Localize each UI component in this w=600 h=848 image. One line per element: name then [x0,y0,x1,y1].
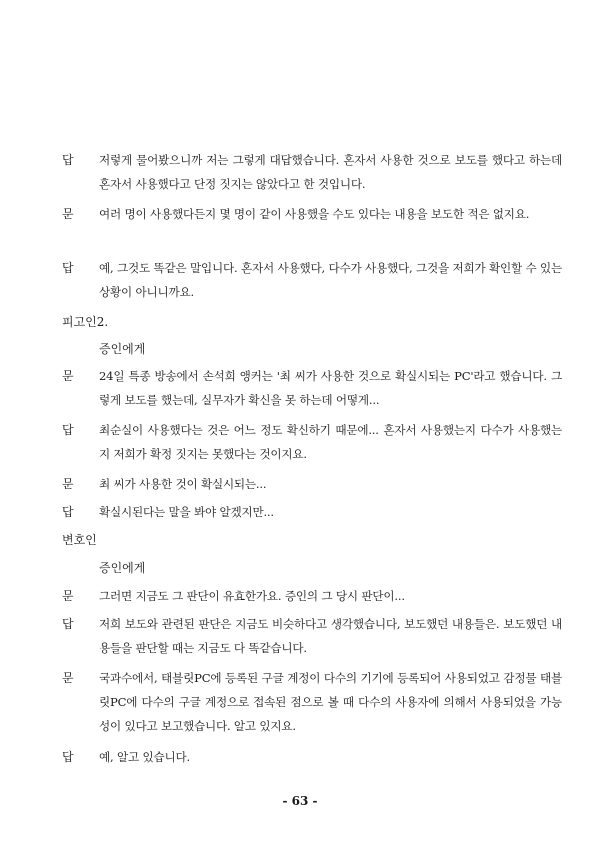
question-block [62,584,562,608]
qa-text: 최 씨가 사용한 것이 확실시되는... [99,477,267,491]
qa-label: 답 [62,423,74,437]
qa-text: 예, 그것도 똑같은 말입니다. 혼자서 사용했다, 다수가 사용했다, 그것을 저희가 확인할 수 있는 상황이 아니니까요. [99,261,562,299]
qa-label: 답 [62,505,74,519]
page-number: - 63 - [282,794,318,808]
qa-text: 국과수에서, 태블릿PC에 등록된 구글 계정이 다수의 기기에 등록되어 사용되었고 감정물 태블릿PC에 다수의 구글 계정으로 접속된 점으로 볼 때 다수의 사용자에 의해서 사용되었을 가능성이 있다고 보고했습니다. 알고 있지요. [99,671,562,733]
speaker-header: 피고인2. [62,315,109,329]
qa-text: 여러 명이 사용했다든지 몇 명이 같이 사용했을 수도 있다는 내용을 보도한 적은 없지요. [99,207,530,221]
speaker-subheader: 증인에게 [99,561,146,575]
qa-label: 답 [62,261,74,275]
qa-label: 답 [62,617,74,631]
qa-text: 확실시된다는 말을 봐야 알겠지만... [99,505,274,519]
qa-text: 저렇게 물어봤으니까 저는 그렇게 대답했습니다. 혼자서 사용한 것으로 보도를 했다고 하는데 혼자서 사용했다고 단정 짓지는 않았다고 한 것입니다. [99,153,562,191]
speaker-header: 변호인 [62,533,97,547]
answer-block [62,500,562,524]
qa-label: 문 [62,589,74,603]
question-block [62,364,562,412]
question-block [62,472,562,496]
qa-text: 최순실이 사용했다는 것은 어느 정도 확신하기 때문에... 혼자서 사용했는지 다수가 사용했는지 저희가 확정 짓지는 못했다는 것이지요. [99,423,562,461]
qa-text: 예, 알고 있습니다. [99,750,190,764]
answer-block [62,256,562,304]
answer-block [62,745,562,769]
qa-text: 그러면 지금도 그 판단이 유효한가요. 증인의 그 당시 판단이... [99,589,405,603]
speaker-subheader: 증인에게 [99,342,146,356]
question-block [62,202,562,226]
qa-label: 문 [62,369,74,383]
qa-label: 문 [62,671,74,685]
answer-block [62,148,562,196]
qa-label: 문 [62,477,74,491]
answer-block [62,418,562,466]
qa-label: 답 [62,750,74,764]
qa-text: 저희 보도와 관련된 판단은 지금도 비슷하다고 생각했습니다, 보도했던 내용들은. 보도했던 내용들을 판단할 때는 지금도 다 똑같습니다. [99,617,562,655]
qa-text: 24일 특종 방송에서 손석희 앵커는 '최 씨가 사용한 것으로 확실시되는 PC'라고 했습니다. 그렇게 보도를 했는데, 실무자가 확신을 못 하는데 어떻게... [99,369,562,407]
qa-label: 문 [62,207,74,221]
answer-block [62,612,562,660]
question-block [62,666,562,738]
qa-label: 답 [62,153,74,167]
